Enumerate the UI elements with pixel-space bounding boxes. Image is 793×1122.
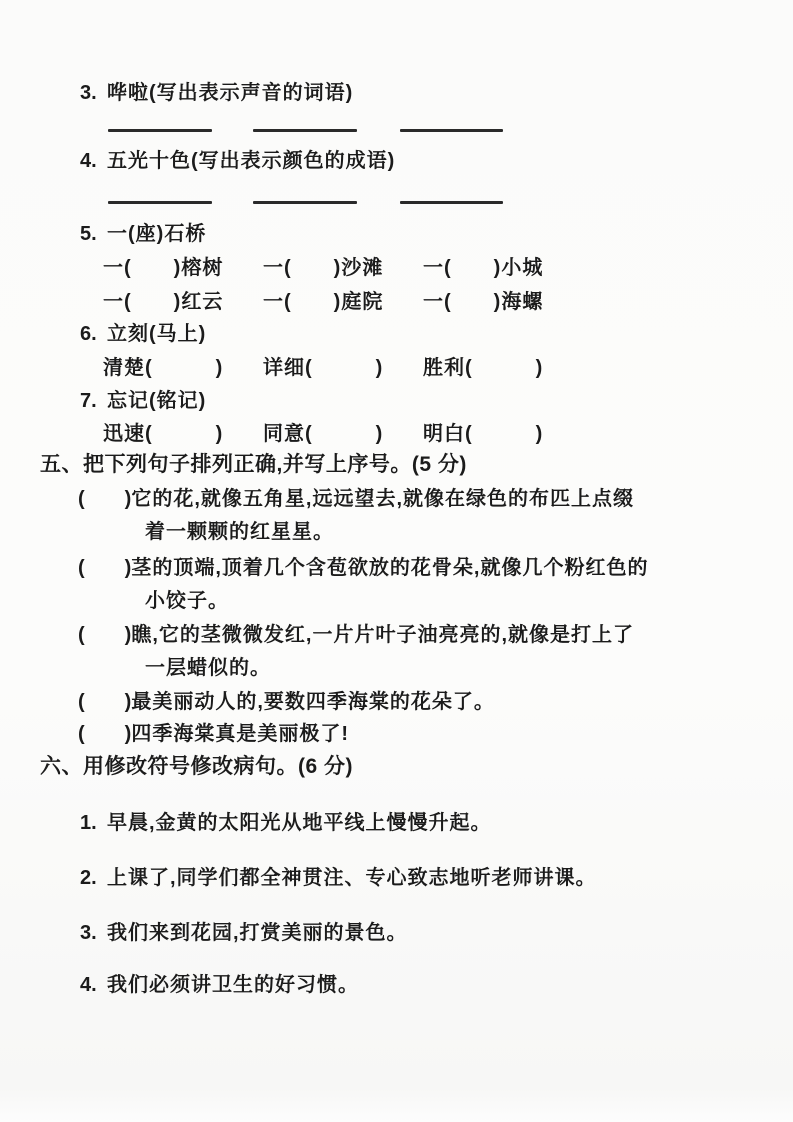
item-prompt: 一(座)石桥 xyxy=(107,223,207,245)
sentence-text: 茎的顶端,顶着几个含苞欲放的花骨朵,就像几个粉红色的 xyxy=(131,557,649,579)
vocab-item-3 xyxy=(80,76,353,105)
ordering-item xyxy=(78,482,634,511)
correction-sentence-4 xyxy=(80,968,359,997)
measure-word-row xyxy=(103,251,543,280)
sentence-text-continued: 小饺子。 xyxy=(145,590,229,612)
item-number: 1. xyxy=(80,812,97,834)
ordering-item xyxy=(78,618,634,647)
vocab-item-6 xyxy=(80,317,206,346)
sentence-text: 四季海棠真是美丽极了! xyxy=(131,723,349,745)
sequence-number-bracket: ( ) xyxy=(78,624,132,646)
item-number: 5. xyxy=(80,223,97,245)
ordering-item xyxy=(78,717,349,746)
item-number: 6. xyxy=(80,323,97,345)
fill-blank-item: 一( )海螺 xyxy=(423,291,544,313)
answer-blank xyxy=(253,129,357,132)
item-number: 4. xyxy=(80,974,97,996)
section-5-heading: 五、把下列句子排列正确,并写上序号。(5 分) xyxy=(40,453,467,476)
fill-blank-item: 同意( ) xyxy=(263,423,384,445)
synonym-row xyxy=(103,351,543,380)
sentence-text: 早晨,金黄的太阳光从地平线上慢慢升起。 xyxy=(107,812,492,834)
item-number: 3. xyxy=(80,922,97,944)
item-prompt: 忘记(铭记) xyxy=(107,390,207,412)
answer-blank xyxy=(108,201,212,204)
vocab-item-5 xyxy=(80,217,206,246)
item-number: 7. xyxy=(80,390,97,412)
measure-word-row xyxy=(103,285,543,314)
item-prompt: 五光十色(写出表示颜色的成语) xyxy=(107,150,396,172)
answer-blank xyxy=(400,201,503,204)
ordering-item xyxy=(78,685,495,714)
correction-sentence-1 xyxy=(80,806,492,835)
answer-blank xyxy=(108,129,212,132)
sequence-number-bracket: ( ) xyxy=(78,488,132,510)
item-prompt: 立刻(马上) xyxy=(107,323,207,345)
vocab-item-4 xyxy=(80,144,395,173)
item-number: 2. xyxy=(80,867,97,889)
fill-blank-item: 详细( ) xyxy=(263,357,384,379)
sentence-text: 最美丽动人的,要数四季海棠的花朵了。 xyxy=(131,691,495,713)
sentence-text-continued: 一层蜡似的。 xyxy=(145,657,271,679)
item-number: 3. xyxy=(80,82,97,104)
vocab-item-7 xyxy=(80,384,206,413)
antonym-row xyxy=(103,417,543,446)
fill-blank-item: 一( )沙滩 xyxy=(263,257,384,279)
fill-blank-item: 一( )红云 xyxy=(103,291,224,313)
fill-blank-item: 胜利( ) xyxy=(423,357,544,379)
fill-blank-item: 明白( ) xyxy=(423,423,544,445)
fill-blank-item: 一( )榕树 xyxy=(103,257,224,279)
sentence-text: 瞧,它的茎微微发红,一片片叶子油亮亮的,就像是打上了 xyxy=(131,624,634,646)
sentence-text-continued: 着一颗颗的红星星。 xyxy=(145,521,334,543)
fill-blank-item: 一( )小城 xyxy=(423,257,544,279)
correction-sentence-3 xyxy=(80,916,408,945)
correction-sentence-2 xyxy=(80,861,597,890)
ordering-item xyxy=(78,551,648,580)
sequence-number-bracket: ( ) xyxy=(78,557,132,579)
section-6-heading: 六、用修改符号修改病句。(6 分) xyxy=(40,755,353,778)
fill-blank-item: 清楚( ) xyxy=(103,357,224,379)
answer-blank xyxy=(253,201,357,204)
sequence-number-bracket: ( ) xyxy=(78,723,132,745)
fill-blank-item: 一( )庭院 xyxy=(263,291,384,313)
answer-blank xyxy=(400,129,503,132)
sentence-text: 我们来到花园,打赏美丽的景色。 xyxy=(107,922,408,944)
item-number: 4. xyxy=(80,150,97,172)
sentence-text: 它的花,就像五角星,远远望去,就像在绿色的布匹上点缀 xyxy=(131,488,634,510)
fill-blank-item: 迅速( ) xyxy=(103,423,224,445)
item-prompt: 哗啦(写出表示声音的词语) xyxy=(107,82,354,104)
sentence-text: 上课了,同学们都全神贯注、专心致志地听老师讲课。 xyxy=(107,867,597,889)
sequence-number-bracket: ( ) xyxy=(78,691,132,713)
sentence-text: 我们必须讲卫生的好习惯。 xyxy=(107,974,359,996)
